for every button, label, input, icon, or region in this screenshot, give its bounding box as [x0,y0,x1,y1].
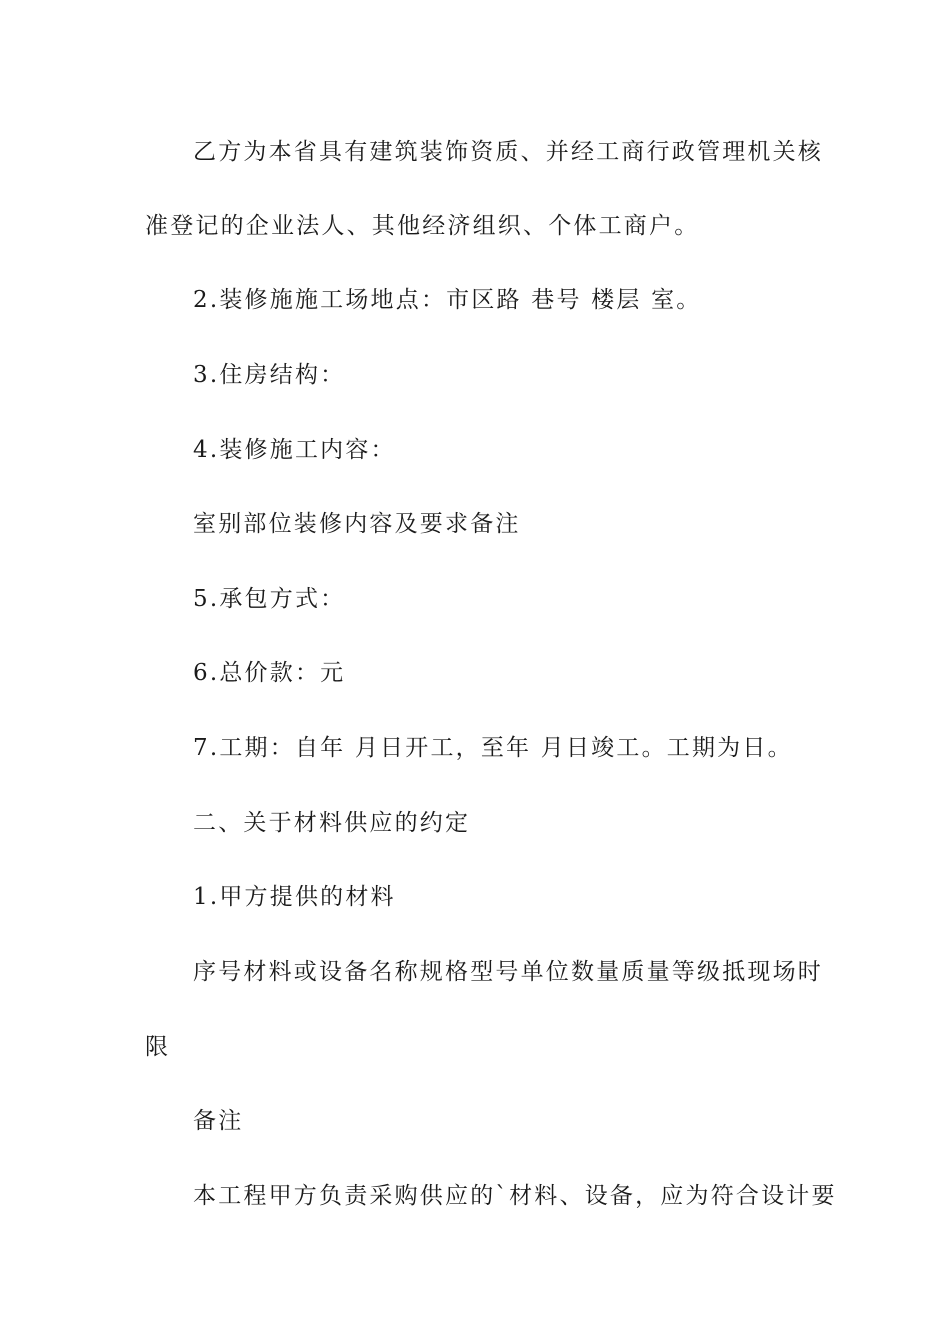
paragraph-line-2: 准登记的企业法人、其他经济组织、个体工商户。 [145,213,700,239]
paragraph-line-1: 乙方为本省具有建筑装饰资质、并经工商行政管理机关核 [193,139,823,165]
paragraph-line-12: 序号材料或设备名称规格型号单位数量质量等级抵现场时 [193,959,823,985]
paragraph-line-6: 室别部位装修内容及要求备注 [193,511,521,537]
paragraph-line-11: 1.甲方提供的材料 [193,884,396,910]
paragraph-line-10: 二、关于材料供应的约定 [193,810,471,836]
paragraph-line-3: 2.装修施施工场地点：市区路 巷号 楼层 室。 [193,287,702,313]
paragraph-line-15: 本工程甲方负责采购供应的`材料、设备，应为符合设计要 [193,1183,837,1209]
paragraph-line-5: 4.装修施工内容： [193,437,396,463]
paragraph-line-13: 限 [145,1034,171,1060]
paragraph-line-9: 7.工期：自年 月日开工，至年 月日竣工。工期为日。 [193,735,793,761]
paragraph-line-8: 6.总价款：元 [193,660,346,686]
paragraph-line-7: 5.承包方式： [193,586,346,612]
paragraph-line-14: 备注 [193,1108,244,1134]
paragraph-line-4: 3.住房结构： [193,362,346,388]
